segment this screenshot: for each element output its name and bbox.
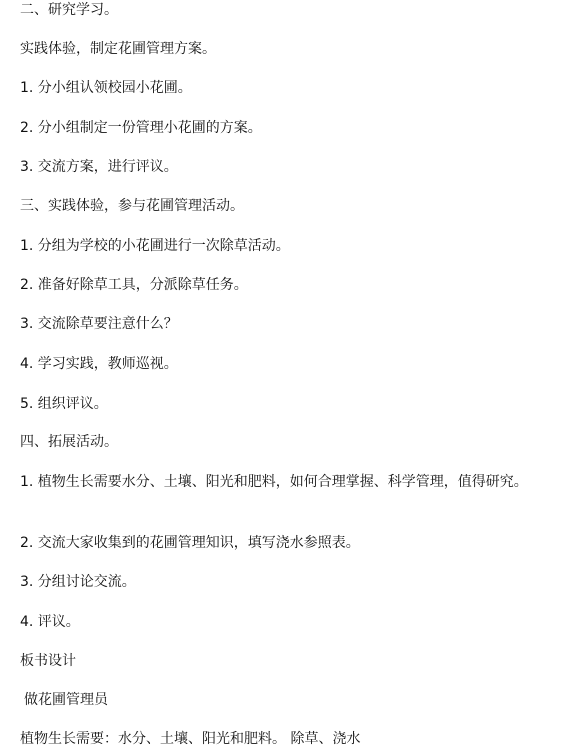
section-heading-4: 四、拓展活动。 <box>20 434 118 450</box>
list-item: 3. 分组讨论交流。 <box>20 574 136 590</box>
board-title: 做花圃管理员 <box>24 692 108 708</box>
board-content: 植物生长需要：水分、土壤、阳光和肥料。 除草、浇水 <box>20 731 361 747</box>
section-heading-2: 二、研究学习。 <box>20 2 118 18</box>
list-item: 2. 交流大家收集到的花圃管理知识，填写浇水参照表。 <box>20 535 360 551</box>
board-design-heading: 板书设计 <box>20 653 76 669</box>
list-item: 4. 学习实践，教师巡视。 <box>20 356 178 372</box>
paragraph-practice: 实践体验，制定花圃管理方案。 <box>20 41 216 57</box>
section-heading-3: 三、实践体验，参与花圃管理活动。 <box>20 198 244 214</box>
list-item: 3. 交流方案，进行评议。 <box>20 159 178 175</box>
list-item: 4. 评议。 <box>20 614 80 630</box>
list-item: 1. 分小组认领校园小花圃。 <box>20 80 192 96</box>
list-item: 2. 分小组制定一份管理小花圃的方案。 <box>20 120 262 136</box>
list-item: 3. 交流除草要注意什么？ <box>20 316 178 332</box>
list-item: 5. 组织评议。 <box>20 396 108 412</box>
list-item: 1. 植物生长需要水分、土壤、阳光和肥料，如何合理掌握、科学管理，值得研究。 <box>20 474 528 490</box>
list-item: 2. 准备好除草工具，分派除草任务。 <box>20 277 248 293</box>
list-item: 1. 分组为学校的小花圃进行一次除草活动。 <box>20 238 290 254</box>
